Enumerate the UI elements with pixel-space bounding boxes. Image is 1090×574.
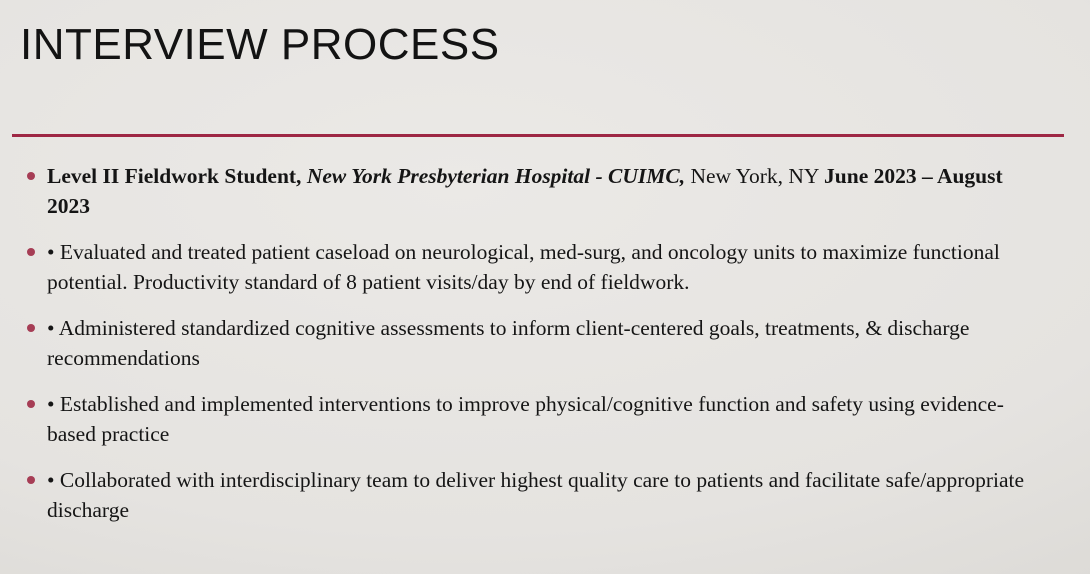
title-divider-line	[12, 134, 1064, 137]
slide-title: INTERVIEW PROCESS	[20, 20, 500, 69]
list-item-evaluated	[20, 237, 1030, 297]
bullet-dot	[27, 324, 35, 332]
list-item-experience-header	[20, 161, 1030, 221]
bullet-text: • Collaborated with interdisciplinary team to deliver highest quality care to patients and facilitate safe/appropriate discharge	[47, 468, 1025, 522]
bullet-list	[20, 161, 1030, 525]
list-item-collaborated	[20, 465, 1030, 525]
job-role: Level II Fieldwork Student,	[47, 164, 307, 188]
bullet-text: • Established and implemented interventions to improve physical/cognitive function and safety using evidence-based practice	[47, 392, 1004, 446]
job-location: New York, NY	[685, 164, 825, 188]
bullet-dot	[27, 172, 35, 180]
bullet-dot	[27, 476, 35, 484]
experience-header-text	[47, 161, 1025, 221]
job-dates: June 2023 – August 2023	[47, 164, 1003, 218]
bullet-dot	[27, 400, 35, 408]
employer-name: New York Presbyterian Hospital - CUIMC,	[306, 164, 686, 188]
bullet-dot	[27, 248, 35, 256]
list-item-administered	[20, 313, 1030, 373]
bullet-text: • Administered standardized cognitive assessments to inform client-centered goals, treatments, & discharge recommendations	[47, 316, 970, 370]
list-item-established	[20, 389, 1030, 449]
bullet-text: • Evaluated and treated patient caseload on neurological, med-surg, and oncology units to maximize functional potential. Productivity standard of 8 patient visits/day by end of fieldwork.	[47, 240, 1000, 294]
